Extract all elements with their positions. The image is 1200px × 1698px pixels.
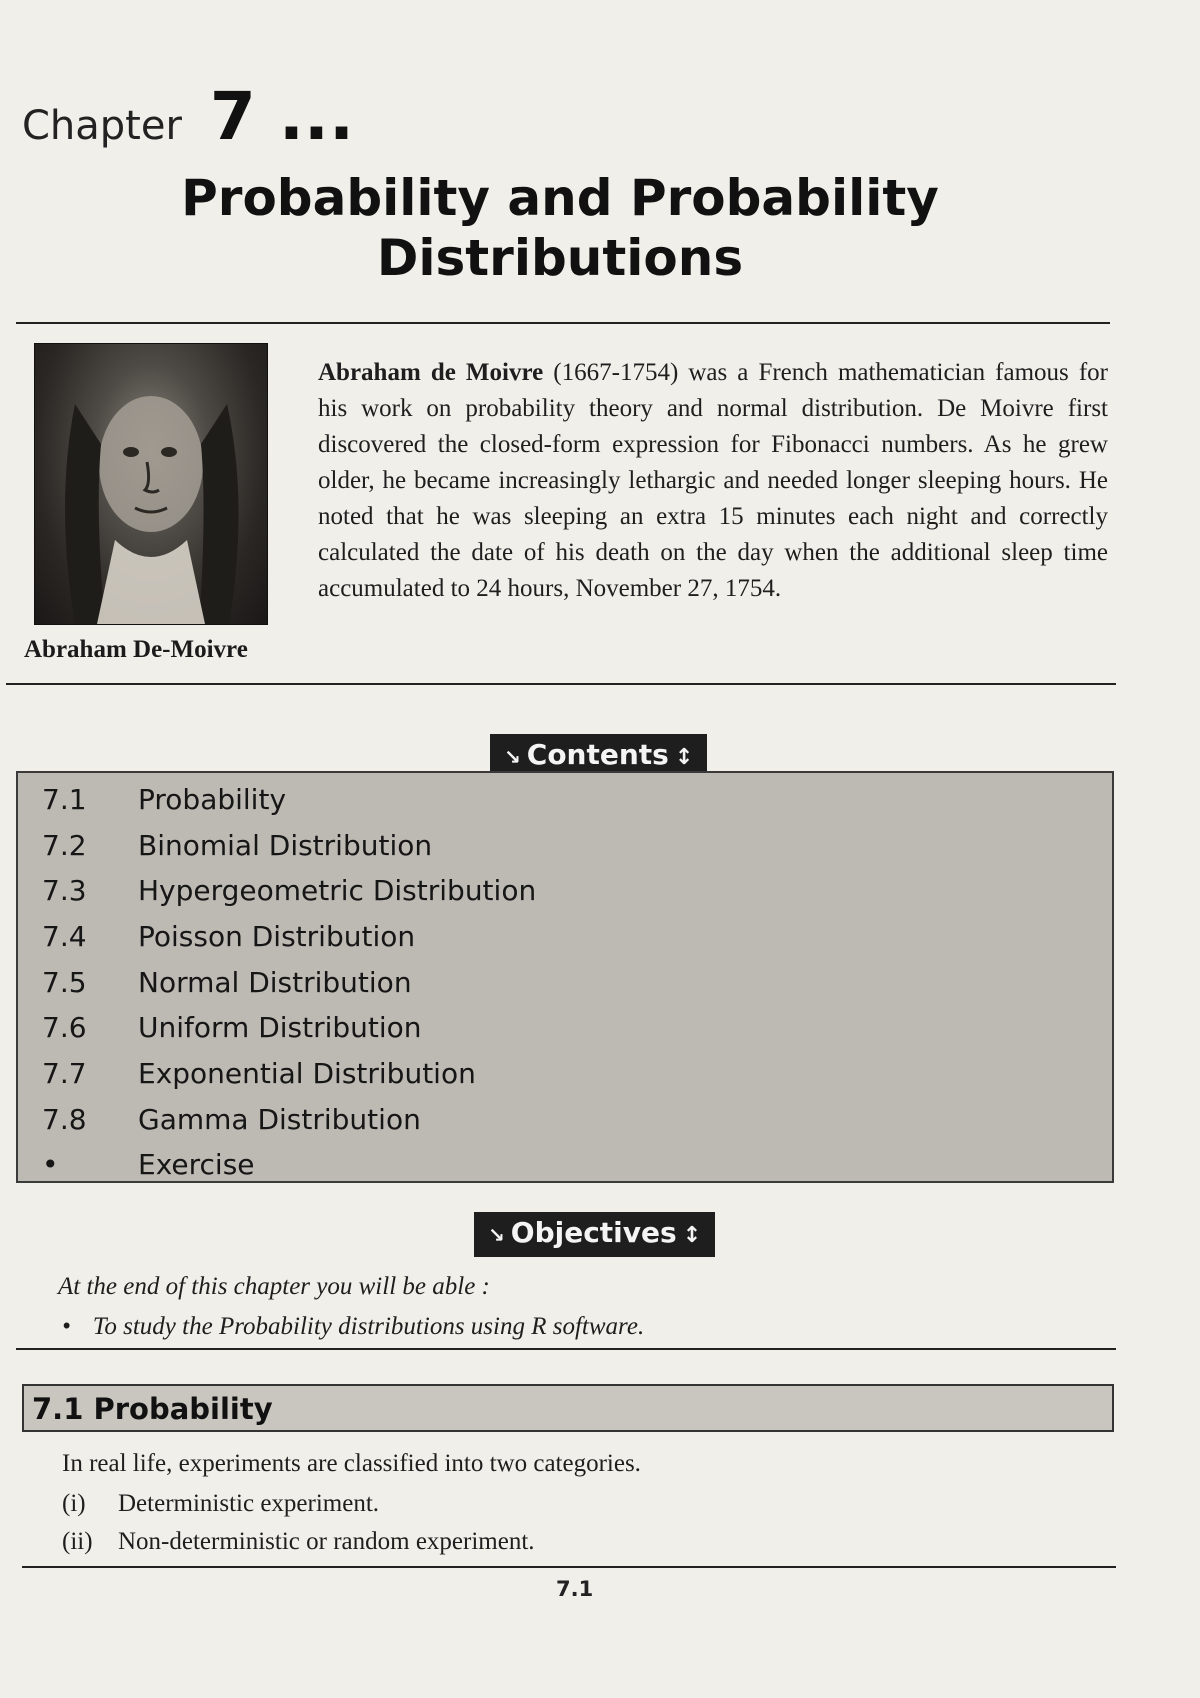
chapter-word: Chapter	[22, 103, 182, 149]
chapter-title-line-2: Distributions	[376, 229, 744, 287]
toc-item-number: 7.1	[42, 783, 87, 816]
biography-name: Abraham de Moivre	[318, 359, 544, 386]
up-down-arrow-icon: ↕	[674, 745, 694, 770]
chapter-title	[150, 168, 970, 288]
list-item	[62, 1528, 535, 1556]
objectives-bullet: •	[62, 1313, 71, 1340]
toc-item-number: 7.6	[42, 1011, 87, 1044]
toc-item-label: Exercise	[138, 1148, 255, 1181]
toc-item-label: Uniform Distribution	[138, 1011, 422, 1044]
title-divider	[16, 322, 1110, 324]
list-item-number: (i)	[62, 1490, 86, 1517]
biography-text: (1667-1754) was a French mathematician famous for his work on probability theory and normal distribution. De Moivre first discovered the closed-form expression for Fibonacci numbers. As he grew older, he became increasingly lethargic and needed longer sleeping hours. He noted that he was sleeping an extra 15 minutes each night and correctly calculated the date of his death on the day when the additional sleep time accumulated to 24 hours, November 27, 1754.	[318, 359, 1108, 602]
toc-item-number: 7.8	[42, 1103, 87, 1136]
biography-paragraph	[318, 355, 1108, 607]
up-down-arrow-icon: ↕	[682, 1223, 702, 1248]
page-number: 7.1	[556, 1577, 594, 1601]
toc-item	[42, 874, 536, 907]
objectives-intro: At the end of this chapter you will be able :	[58, 1273, 490, 1300]
list-item-text: Non-deterministic or random experiment.	[118, 1528, 535, 1555]
toc-item-number: 7.7	[42, 1057, 87, 1090]
chapter-title-line-1: Probability and Probability	[181, 169, 939, 227]
toc-item-label: Normal Distribution	[138, 966, 412, 999]
toc-item	[42, 1103, 421, 1136]
objectives-divider	[16, 1348, 1116, 1350]
toc-item	[42, 920, 415, 953]
portrait-image	[34, 343, 268, 625]
objectives-item-text: To study the Probability distributions using R software.	[92, 1313, 645, 1340]
portrait-illustration	[35, 344, 267, 624]
contents-box	[16, 771, 1114, 1183]
toc-item-label: Poisson Distribution	[138, 920, 416, 953]
contents-label-text: Contents	[526, 738, 669, 771]
toc-item-label: Binomial Distribution	[138, 829, 433, 862]
list-item	[62, 1490, 379, 1518]
chapter-number: 7 ...	[209, 78, 355, 155]
toc-item-label: Exponential Distribution	[138, 1057, 476, 1090]
chapter-heading	[22, 78, 354, 155]
list-item-text: Deterministic experiment.	[118, 1490, 380, 1517]
toc-item-number: 7.4	[42, 920, 87, 953]
toc-item-number: 7.5	[42, 966, 87, 999]
toc-item-label: Hypergeometric Distribution	[138, 874, 537, 907]
portrait-caption: Abraham De-Moivre	[24, 636, 248, 663]
toc-item	[42, 1148, 255, 1181]
section-intro: In real life, experiments are classified into two categories.	[62, 1450, 641, 1477]
section-title: 7.1 Probability	[32, 1392, 273, 1426]
objectives-label	[474, 1212, 715, 1257]
toc-item	[42, 966, 412, 999]
toc-item	[42, 1057, 476, 1090]
bio-divider	[6, 683, 1116, 685]
objectives-label-text: Objectives	[510, 1216, 677, 1249]
toc-item-number: 7.3	[42, 874, 87, 907]
arrow-right-icon: ↘	[488, 1223, 505, 1247]
toc-item	[42, 783, 286, 816]
arrow-right-icon: ↘	[504, 745, 521, 769]
toc-item	[42, 1011, 422, 1044]
toc-item-number: •	[42, 1148, 59, 1181]
toc-item-label: Gamma Distribution	[138, 1103, 421, 1136]
list-item-number: (ii)	[62, 1528, 93, 1555]
toc-item-label: Probability	[138, 783, 287, 816]
objectives-item	[62, 1313, 644, 1341]
toc-item	[42, 829, 432, 862]
footer-divider	[22, 1566, 1116, 1568]
toc-item-number: 7.2	[42, 829, 87, 862]
